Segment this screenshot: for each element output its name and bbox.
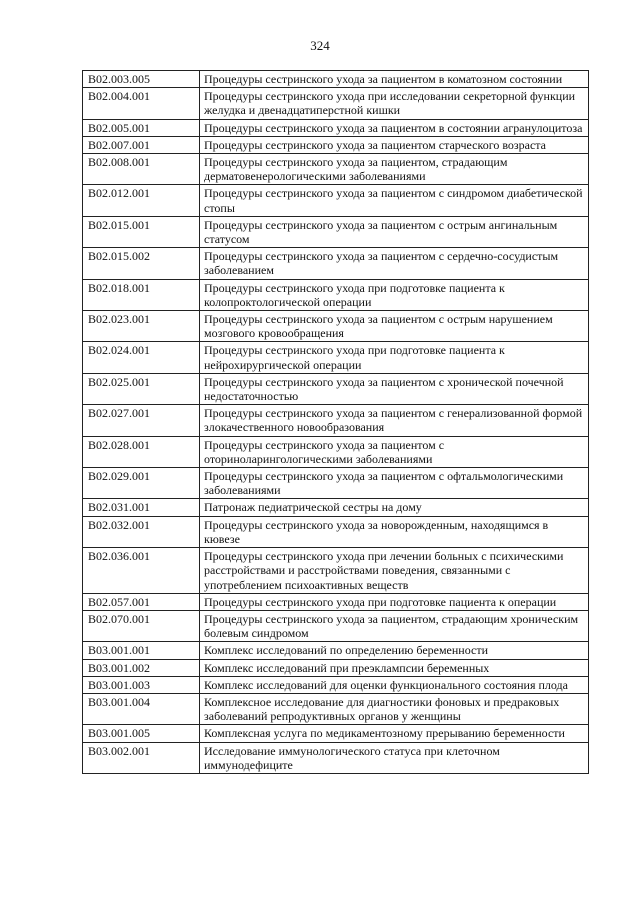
service-name-cell: Процедуры сестринского ухода за пациентом с острым нарушением мозгового кровообращения xyxy=(200,311,589,342)
service-name-cell: Процедуры сестринского ухода за пациентом старческого возраста xyxy=(200,136,589,153)
service-code-cell: B02.036.001 xyxy=(83,548,200,594)
service-code-cell: B03.001.001 xyxy=(83,642,200,659)
service-code-cell: B03.001.003 xyxy=(83,676,200,693)
service-code-cell: B02.029.001 xyxy=(83,468,200,499)
service-name-cell: Процедуры сестринского ухода при подготовке пациента к колопроктологической операции xyxy=(200,279,589,310)
table-row xyxy=(83,311,589,342)
service-code-cell: B02.024.001 xyxy=(83,342,200,373)
service-code-cell: B02.007.001 xyxy=(83,136,200,153)
service-name-cell: Процедуры сестринского ухода за пациентом с хронической почечной недостаточностью xyxy=(200,373,589,404)
service-code-cell: B02.005.001 xyxy=(83,119,200,136)
service-code-cell: B03.001.004 xyxy=(83,693,200,724)
table-row xyxy=(83,405,589,436)
service-name-cell: Комплексная услуга по медикаментозному прерыванию беременности xyxy=(200,725,589,742)
table-row xyxy=(83,676,589,693)
service-code-cell: B02.028.001 xyxy=(83,436,200,467)
service-name-cell: Процедуры сестринского ухода за пациентом с оториноларингологическими заболеваниями xyxy=(200,436,589,467)
table-row xyxy=(83,88,589,119)
table-row xyxy=(83,154,589,185)
service-code-cell: B02.025.001 xyxy=(83,373,200,404)
table-row xyxy=(83,185,589,216)
table-row xyxy=(83,742,589,773)
table-row xyxy=(83,516,589,547)
service-code-cell: B02.057.001 xyxy=(83,593,200,610)
table-row xyxy=(83,693,589,724)
service-name-cell: Процедуры сестринского ухода при исследовании секреторной функции желудка и двенадцатиперстной кишки xyxy=(200,88,589,119)
table-row xyxy=(83,248,589,279)
service-code-cell: B02.031.001 xyxy=(83,499,200,516)
service-name-cell: Процедуры сестринского ухода за пациентом в состоянии агранулоцитоза xyxy=(200,119,589,136)
service-name-cell: Процедуры сестринского ухода при подготовке пациента к операции xyxy=(200,593,589,610)
service-name-cell: Комплексное исследование для диагностики фоновых и предраковых заболеваний репродуктивных органов у женщины xyxy=(200,693,589,724)
service-name-cell: Процедуры сестринского ухода при подготовке пациента к нейрохирургической операции xyxy=(200,342,589,373)
service-code-cell: B02.012.001 xyxy=(83,185,200,216)
table-row xyxy=(83,659,589,676)
service-code-cell: B02.015.002 xyxy=(83,248,200,279)
service-code-cell: B02.070.001 xyxy=(83,610,200,641)
table-row xyxy=(83,216,589,247)
table-row xyxy=(83,342,589,373)
service-name-cell: Процедуры сестринского ухода за пациентом в коматозном состоянии xyxy=(200,71,589,88)
table-row xyxy=(83,610,589,641)
table-row xyxy=(83,119,589,136)
service-name-cell: Процедуры сестринского ухода за пациентом с острым ангинальным статусом xyxy=(200,216,589,247)
service-code-cell: B02.004.001 xyxy=(83,88,200,119)
service-name-cell: Процедуры сестринского ухода за пациентом с синдромом диабетической стопы xyxy=(200,185,589,216)
service-name-cell: Исследование иммунологического статуса при клеточном иммунодефиците xyxy=(200,742,589,773)
table-row xyxy=(83,71,589,88)
table-row xyxy=(83,436,589,467)
table-row xyxy=(83,593,589,610)
service-name-cell: Процедуры сестринского ухода за пациентом с генерализованной формой злокачественного новообразования xyxy=(200,405,589,436)
service-name-cell: Процедуры сестринского ухода за пациентом с офтальмологическими заболеваниями xyxy=(200,468,589,499)
service-code-cell: B02.032.001 xyxy=(83,516,200,547)
services-table-body xyxy=(83,71,589,774)
service-name-cell: Комплекс исследований по определению беременности xyxy=(200,642,589,659)
service-name-cell: Процедуры сестринского ухода за пациентом, страдающим хроническим болевым синдромом xyxy=(200,610,589,641)
table-row xyxy=(83,548,589,594)
table-row xyxy=(83,373,589,404)
table-row xyxy=(83,136,589,153)
service-name-cell: Комплекс исследований для оценки функционального состояния плода xyxy=(200,676,589,693)
service-code-cell: B02.018.001 xyxy=(83,279,200,310)
service-code-cell: B02.008.001 xyxy=(83,154,200,185)
service-name-cell: Процедуры сестринского ухода при лечении больных с психическими расстройствами и расстройствами поведения, связанными с употреблением психоактивных веществ xyxy=(200,548,589,594)
service-name-cell: Патронаж педиатрической сестры на дому xyxy=(200,499,589,516)
table-row xyxy=(83,279,589,310)
service-code-cell: B03.001.005 xyxy=(83,725,200,742)
page-number: 324 xyxy=(310,38,330,53)
service-name-cell: Комплекс исследований при преэклампсии беременных xyxy=(200,659,589,676)
services-table xyxy=(82,70,589,774)
table-row xyxy=(83,468,589,499)
service-name-cell: Процедуры сестринского ухода за новорожденным, находящимся в кювезе xyxy=(200,516,589,547)
service-code-cell: B02.027.001 xyxy=(83,405,200,436)
service-name-cell: Процедуры сестринского ухода за пациентом, страдающим дерматовенерологическими заболеваниями xyxy=(200,154,589,185)
service-code-cell: B02.003.005 xyxy=(83,71,200,88)
service-code-cell: B02.023.001 xyxy=(83,311,200,342)
table-row xyxy=(83,499,589,516)
service-code-cell: B03.002.001 xyxy=(83,742,200,773)
service-name-cell: Процедуры сестринского ухода за пациентом с сердечно-сосудистым заболеванием xyxy=(200,248,589,279)
table-row xyxy=(83,642,589,659)
table-row xyxy=(83,725,589,742)
service-code-cell: B02.015.001 xyxy=(83,216,200,247)
service-code-cell: B03.001.002 xyxy=(83,659,200,676)
